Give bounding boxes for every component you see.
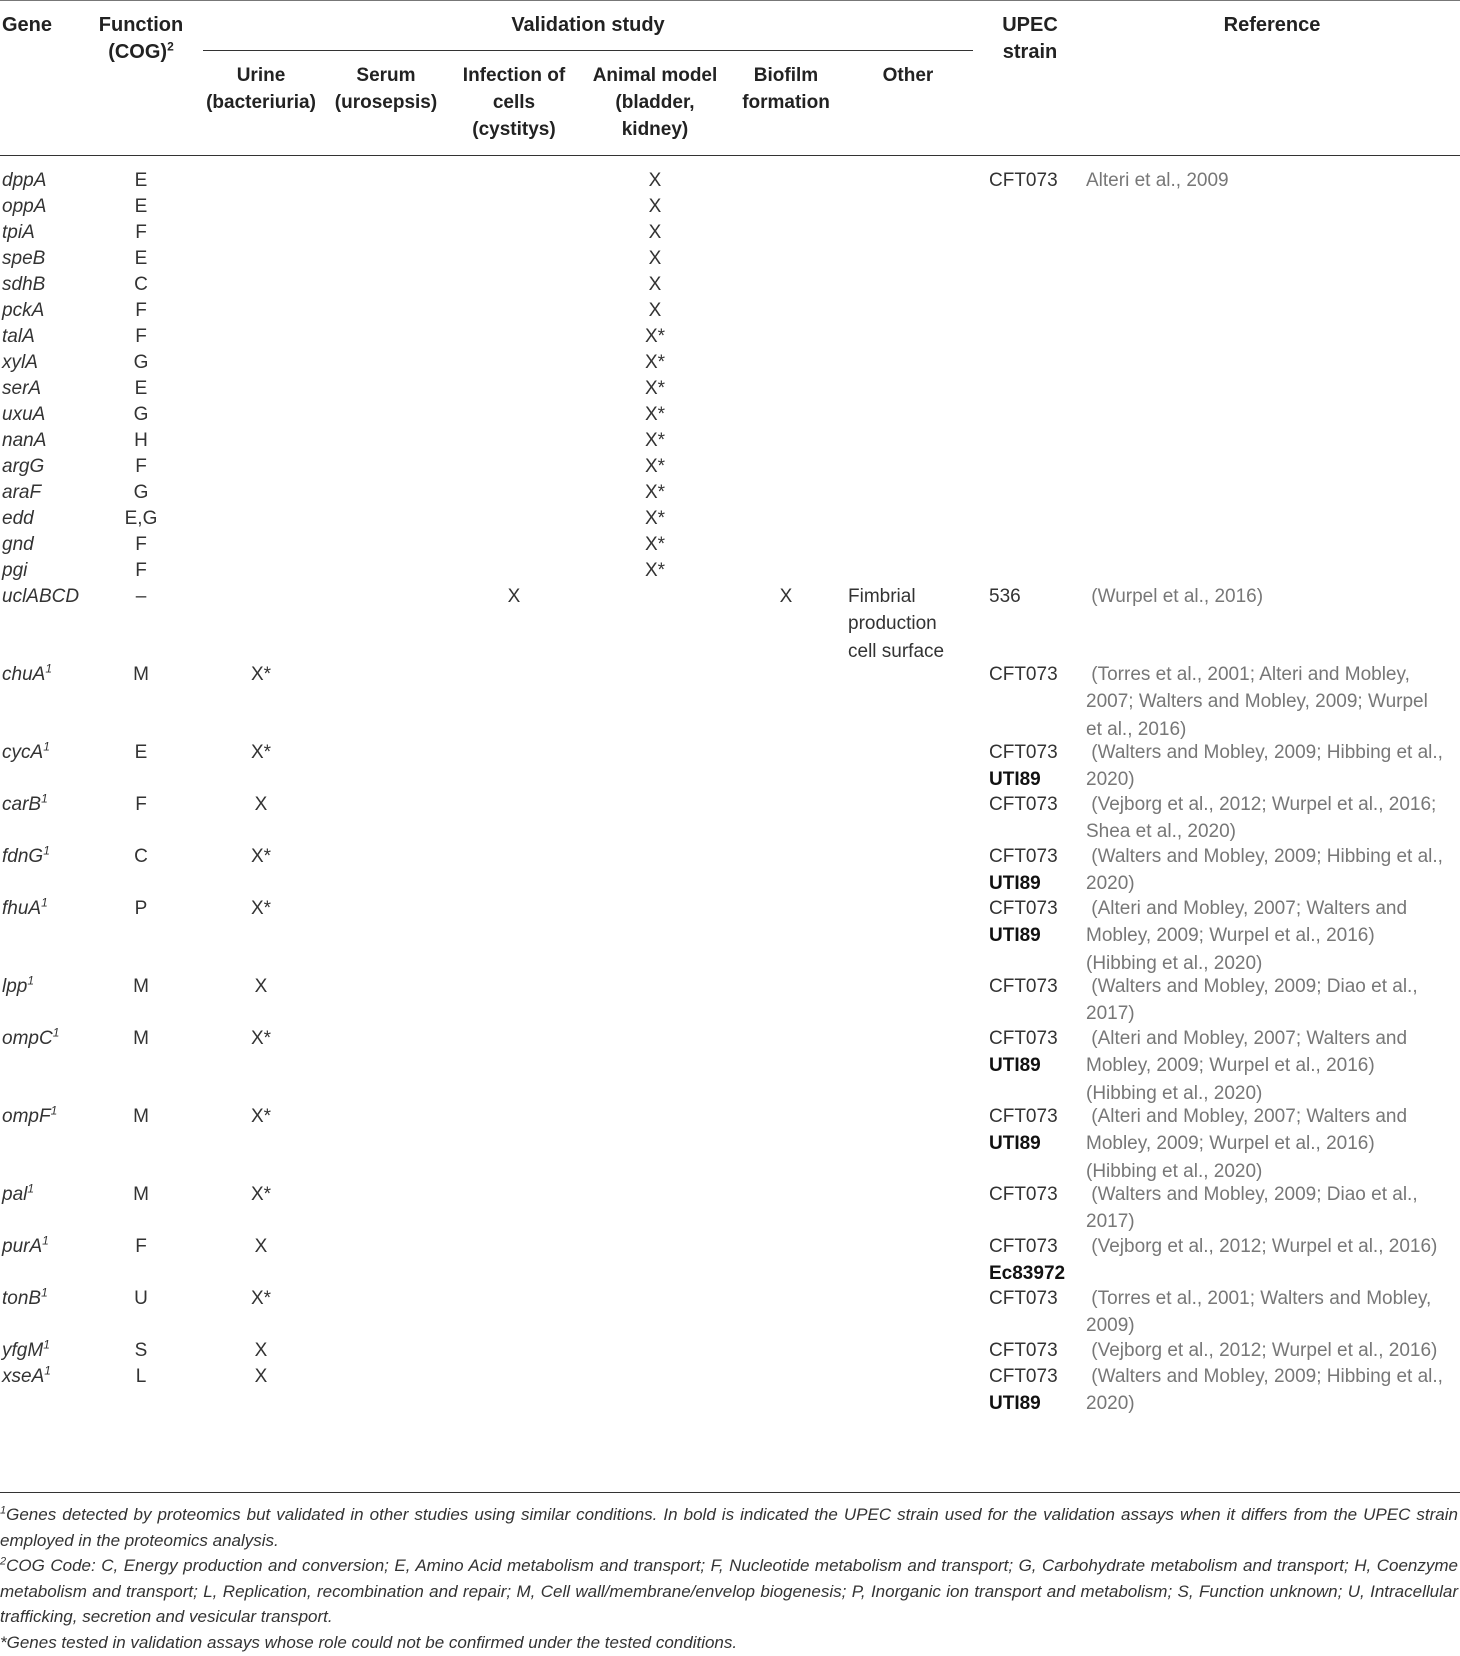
function-cell: S [134, 1340, 148, 1361]
table-row [0, 973, 1460, 1025]
strain-name: CFT073 [989, 664, 1058, 685]
gene-cell [2, 453, 44, 480]
reference-cell [1086, 973, 1458, 1028]
table-row [0, 1233, 1460, 1285]
reference-cell [1086, 895, 1458, 977]
gene-name: pckA [2, 300, 45, 321]
animal-model-cell: X [648, 222, 662, 243]
gene-name: xseA [2, 1366, 45, 1387]
gene-name: speB [2, 248, 46, 269]
header-upec-strain: UPEC strain [1002, 14, 1058, 63]
gene-name: argG [2, 456, 45, 477]
biofilm-cell: X [779, 586, 793, 607]
reference-line: Shea et al., 2020) [1086, 821, 1236, 843]
reference-cell [1086, 739, 1458, 794]
validation-study-rule [203, 50, 973, 51]
function-cell: F [135, 1236, 147, 1257]
gene-name: fhuA [2, 898, 42, 919]
gene-name: xylA [2, 352, 38, 373]
function-cell: C [134, 846, 148, 867]
table-row [0, 479, 1460, 505]
gene-name: cycA [2, 742, 44, 763]
animal-model-cell: X* [644, 560, 666, 581]
gene-cell [2, 505, 34, 532]
infection-cell: X [507, 586, 521, 607]
strain-cell [989, 739, 1089, 794]
function-cell: M [133, 1028, 149, 1049]
urine-cell: X* [250, 742, 272, 763]
gene-cell [2, 1025, 59, 1052]
animal-model-cell: X [648, 196, 662, 217]
header-reference: Reference [1223, 14, 1321, 36]
gene-name: nanA [2, 430, 47, 451]
reference-line: (Vejborg et al., 2012; Wurpel et al., 2016; [1086, 794, 1437, 815]
strain-name: CFT073 [989, 1340, 1058, 1361]
other-line: Fimbrial [848, 586, 916, 607]
animal-model-cell: X* [644, 482, 666, 503]
function-cell: E [134, 248, 148, 269]
animal-model-cell: X [648, 274, 662, 295]
gene-cell [2, 583, 79, 610]
gene-cell [2, 323, 35, 350]
table-row [0, 557, 1460, 583]
gene-cell [2, 271, 45, 298]
header-biofilm: Biofilm formation [742, 65, 830, 113]
gene-cell [2, 297, 44, 324]
reference-line: 2017) [1086, 1211, 1135, 1233]
animal-model-cell: X* [644, 326, 666, 347]
header-infection: Infection of cells (cystitys) [462, 65, 566, 140]
gene-cell [2, 661, 52, 688]
gene-cell [2, 1363, 51, 1390]
animal-model-cell: X* [644, 404, 666, 425]
animal-model-cell: X* [644, 378, 666, 399]
strain-name: CFT073 [989, 1236, 1058, 1257]
table-row [0, 245, 1460, 271]
gene-cell [2, 427, 46, 454]
urine-cell: X* [250, 1106, 272, 1127]
function-cell: – [135, 586, 147, 607]
gene-footnote-mark: 1 [44, 1363, 51, 1378]
reference-line: 2020) [1086, 1393, 1135, 1415]
function-cell: C [134, 274, 148, 295]
validation-strain-name: UTI89 [989, 769, 1041, 791]
footnote-2: $^2$COG Code: C, Energy production and conversion; E, Amino Acid metabolism and transport; F, Nucleotide metabolism and transport; G, Carbohydrate metabolism and transport; H, Coenzyme metabolism and transport; L, Replication, recombination and repair; M, Cell wall/membrane/envelop biogenesis; P, Inorganic ion transport and metabolism; S, Function unknown; U, Intracellular trafficking, secretion and vesicular transport. [0, 1555, 1458, 1627]
gene-cell [2, 167, 46, 194]
gene-footnote-mark: 1 [27, 1181, 35, 1196]
reference-line: (Walters and Mobley, 2009; Diao et al., [1086, 1184, 1418, 1205]
reference-cell [1086, 843, 1458, 898]
strain-name: CFT073 [989, 976, 1058, 997]
reference-line: 2007; Walters and Mobley, 2009; Wurpel [1086, 691, 1428, 713]
table-row [0, 323, 1460, 349]
strain-cell [989, 791, 1089, 818]
function-cell: G [133, 482, 149, 503]
strain-name: 536 [989, 586, 1021, 607]
reference-line: (Torres et al., 2001; Alteri and Mobley, [1086, 664, 1410, 685]
gene-name: uclABCD [2, 586, 80, 607]
reference-line: 2009) [1086, 1315, 1135, 1337]
table-top-rule [0, 0, 1460, 1]
function-cell: F [135, 300, 147, 321]
strain-name: CFT073 [989, 1366, 1058, 1387]
header-validation-study: Validation study [511, 14, 665, 36]
gene-footnote-mark: 1 [50, 1103, 58, 1118]
function-cell: E,G [124, 508, 158, 529]
reference-line: Mobley, 2009; Wurpel et al., 2016) [1086, 1055, 1375, 1077]
strain-cell [989, 1103, 1089, 1158]
animal-model-cell: X [648, 300, 662, 321]
other-line: production [848, 613, 937, 635]
gene-footnote-mark: 1 [52, 1025, 60, 1040]
gene-cell [2, 401, 45, 428]
table-row [0, 739, 1460, 791]
strain-cell [989, 167, 1089, 194]
gene-name: edd [2, 508, 34, 529]
urine-cell: X* [250, 1288, 272, 1309]
gene-cell [2, 557, 27, 584]
animal-model-cell: X* [644, 508, 666, 529]
reference-cell [1086, 661, 1458, 743]
function-cell: F [135, 560, 147, 581]
gene-footnote-mark: 1 [43, 1337, 50, 1352]
gene-cell [2, 349, 38, 376]
table-row [0, 271, 1460, 297]
footnotes [0, 1502, 1458, 1656]
validation-strain-name: UTI89 [989, 1393, 1041, 1415]
function-cell: F [135, 456, 147, 477]
function-cell: P [134, 898, 148, 919]
header-serum: Serum (urosepsis) [334, 65, 438, 113]
reference-line: (Vejborg et al., 2012; Wurpel et al., 2016) [1086, 1236, 1438, 1257]
strain-name: CFT073 [989, 1184, 1058, 1205]
header-function: Function (COG)$^2$ [98, 14, 184, 63]
gene-cell [2, 843, 50, 870]
reference-line: et al., 2016) [1086, 718, 1187, 740]
validation-strain-name: UTI89 [989, 873, 1041, 895]
table-row [0, 193, 1460, 219]
gene-cell [2, 219, 35, 246]
urine-cell: X [254, 1236, 268, 1257]
reference-line: (Walters and Mobley, 2009; Hibbing et al., [1086, 846, 1443, 867]
reference-cell [1086, 1103, 1458, 1185]
footnote-3: *Genes tested in validation assays whose role could not be confirmed under the tested conditions. [0, 1632, 738, 1652]
footnote-1: $^1$Genes detected by proteomics but validated in other studies using similar conditions. In bold is indicated the UPEC strain used for the validation assays when it differs from the UPEC strain employed in the proteomics analysis. [0, 1504, 1458, 1550]
gene-cell [2, 739, 50, 766]
reference-line: Mobley, 2009; Wurpel et al., 2016) [1086, 925, 1375, 947]
reference-line: 2017) [1086, 1003, 1135, 1025]
function-cell: L [135, 1366, 147, 1387]
validation-strain-name: UTI89 [989, 925, 1041, 947]
gene-cell [2, 1233, 49, 1260]
reference-line: (Alteri and Mobley, 2007; Walters and [1086, 1106, 1408, 1127]
table-row [0, 531, 1460, 557]
gene-cell [2, 531, 34, 558]
reference-cell [1086, 583, 1458, 610]
reference-line: (Walters and Mobley, 2009; Hibbing et al., [1086, 1366, 1443, 1387]
urine-cell: X [254, 794, 268, 815]
urine-cell: X* [250, 846, 272, 867]
strain-cell [989, 895, 1089, 950]
strain-cell [989, 1181, 1089, 1208]
gene-name: araF [2, 482, 42, 503]
function-cell: M [133, 976, 149, 997]
gene-name: pgi [2, 560, 28, 581]
validation-strain-name: Ec83972 [989, 1263, 1066, 1285]
reference-line: (Wurpel et al., 2016) [1086, 586, 1264, 607]
gene-footnote-mark: 1 [41, 895, 48, 910]
urine-cell: X* [250, 1184, 272, 1205]
urine-cell: X* [250, 664, 272, 685]
function-cell: E [134, 170, 148, 191]
urine-cell: X [254, 1366, 268, 1387]
strain-cell [989, 1285, 1089, 1312]
table-row [0, 583, 1460, 661]
function-cell: E [134, 742, 148, 763]
gene-name: gnd [2, 534, 34, 555]
strain-name: CFT073 [989, 1288, 1058, 1309]
header-gene: Gene [2, 14, 53, 36]
gene-name: uxuA [2, 404, 46, 425]
table-row [0, 661, 1460, 739]
urine-cell: X [254, 1340, 268, 1361]
table-row [0, 167, 1460, 193]
function-cell: E [134, 196, 148, 217]
header-urine: Urine (bacteriuria) [206, 65, 316, 113]
strain-name: CFT073 [989, 1028, 1058, 1049]
reference-cell [1086, 167, 1458, 194]
function-cell: F [135, 534, 147, 555]
gene-name: fdnG [2, 846, 44, 867]
function-cell: U [134, 1288, 148, 1309]
gene-footnote-mark: 1 [27, 973, 35, 988]
table-row [0, 349, 1460, 375]
table-row [0, 791, 1460, 843]
strain-cell [989, 661, 1089, 688]
gene-name: yfgM [2, 1340, 44, 1361]
gene-footnote-mark: 1 [45, 661, 52, 676]
function-cell: F [135, 326, 147, 347]
function-cell: M [133, 664, 149, 685]
reference-line: (Hibbing et al., 2020) [1086, 1160, 1263, 1182]
reference-cell [1086, 1337, 1458, 1364]
gene-name: pal [2, 1184, 28, 1205]
function-cell: G [133, 404, 149, 425]
gene-name: lpp [2, 976, 28, 997]
gene-footnote-mark: 1 [42, 1233, 49, 1248]
table-row [0, 401, 1460, 427]
strain-cell [989, 1337, 1089, 1364]
gene-name: tpiA [2, 222, 35, 243]
function-cell: G [133, 352, 149, 373]
reference-line: (Alteri and Mobley, 2007; Walters and [1086, 1028, 1408, 1049]
function-cell: F [135, 794, 147, 815]
table-row [0, 843, 1460, 895]
reference-line: (Hibbing et al., 2020) [1086, 1082, 1263, 1104]
animal-model-cell: X* [644, 352, 666, 373]
gene-name: serA [2, 378, 42, 399]
other-line: cell surface [848, 640, 945, 662]
table-row [0, 505, 1460, 531]
table-row [0, 1285, 1460, 1337]
gene-footnote-mark: 1 [41, 791, 48, 806]
gene-name: carB [2, 794, 42, 815]
strain-cell [989, 583, 1089, 610]
table-row [0, 1103, 1460, 1181]
gene-cell [2, 1103, 57, 1130]
gene-name: ompF [2, 1106, 51, 1127]
gene-cell [2, 973, 34, 1000]
gene-cell [2, 375, 41, 402]
reference-line: 2020) [1086, 769, 1135, 791]
other-cell [848, 583, 968, 665]
gene-footnote-mark: 1 [41, 1285, 48, 1300]
reference-line: 2020) [1086, 873, 1135, 895]
table-row [0, 1181, 1460, 1233]
table-bottom-rule [0, 1492, 1460, 1493]
reference-cell [1086, 1285, 1458, 1340]
reference-line: Mobley, 2009; Wurpel et al., 2016) [1086, 1133, 1375, 1155]
table-row [0, 895, 1460, 973]
reference-line: (Torres et al., 2001; Walters and Mobley, [1086, 1288, 1432, 1309]
reference-line: (Walters and Mobley, 2009; Diao et al., [1086, 976, 1418, 997]
urine-cell: X [254, 976, 268, 997]
strain-name: CFT073 [989, 742, 1058, 763]
strain-name: CFT073 [989, 1106, 1058, 1127]
header-animal-model: Animal model (bladder, kidney) [592, 65, 718, 140]
strain-name: CFT073 [989, 794, 1058, 815]
gene-cell [2, 791, 48, 818]
strain-cell [989, 843, 1089, 898]
strain-name: CFT073 [989, 898, 1058, 919]
validation-strain-name: UTI89 [989, 1133, 1041, 1155]
reference-cell [1086, 1181, 1458, 1236]
urine-cell: X* [250, 1028, 272, 1049]
reference-line: (Walters and Mobley, 2009; Hibbing et al., [1086, 742, 1443, 763]
reference-cell [1086, 1233, 1458, 1260]
table-row [0, 1337, 1460, 1363]
gene-name: purA [2, 1236, 43, 1257]
function-cell: H [134, 430, 148, 451]
gene-cell [2, 1181, 34, 1208]
strain-cell [989, 973, 1089, 1000]
animal-model-cell: X* [644, 456, 666, 477]
gene-cell [2, 1285, 48, 1312]
table-row [0, 1363, 1460, 1415]
reference-line: (Vejborg et al., 2012; Wurpel et al., 2016) [1086, 1340, 1438, 1361]
strain-cell [989, 1363, 1089, 1418]
function-cell: M [133, 1184, 149, 1205]
gene-cell [2, 1337, 50, 1364]
animal-model-cell: X* [644, 534, 666, 555]
animal-model-cell: X* [644, 430, 666, 451]
strain-cell [989, 1025, 1089, 1080]
gene-name: tonB [2, 1288, 42, 1309]
table-row [0, 219, 1460, 245]
gene-cell [2, 895, 48, 922]
header-rule [0, 155, 1460, 156]
reference-cell [1086, 1363, 1458, 1418]
table-row [0, 453, 1460, 479]
gene-name: dppA [2, 170, 47, 191]
function-cell: E [134, 378, 148, 399]
animal-model-cell: X [648, 248, 662, 269]
reference-cell [1086, 1025, 1458, 1107]
strain-name: CFT073 [989, 170, 1058, 191]
strain-cell [989, 1233, 1089, 1288]
gene-name: chuA [2, 664, 46, 685]
reference-line: Alteri et al., 2009 [1086, 170, 1229, 191]
gene-cell [2, 193, 46, 220]
urine-cell: X* [250, 898, 272, 919]
gene-name: ompC [2, 1028, 53, 1049]
reference-cell [1086, 791, 1458, 846]
gene-cell [2, 479, 41, 506]
gene-name: talA [2, 326, 35, 347]
gene-name: oppA [2, 196, 47, 217]
table-row [0, 375, 1460, 401]
gene-name: sdhB [2, 274, 46, 295]
reference-line: (Alteri and Mobley, 2007; Walters and [1086, 898, 1408, 919]
header-other: Other [882, 65, 934, 86]
function-cell: M [133, 1106, 149, 1127]
strain-name: CFT073 [989, 846, 1058, 867]
table-row [0, 1025, 1460, 1103]
gene-footnote-mark: 1 [43, 843, 50, 858]
animal-model-cell: X [648, 170, 662, 191]
gene-cell [2, 245, 45, 272]
gene-footnote-mark: 1 [43, 739, 50, 754]
table-row [0, 297, 1460, 323]
table-body [0, 167, 1460, 1415]
function-cell: F [135, 222, 147, 243]
validation-strain-name: UTI89 [989, 1055, 1041, 1077]
table-row [0, 427, 1460, 453]
reference-line: (Hibbing et al., 2020) [1086, 952, 1263, 974]
